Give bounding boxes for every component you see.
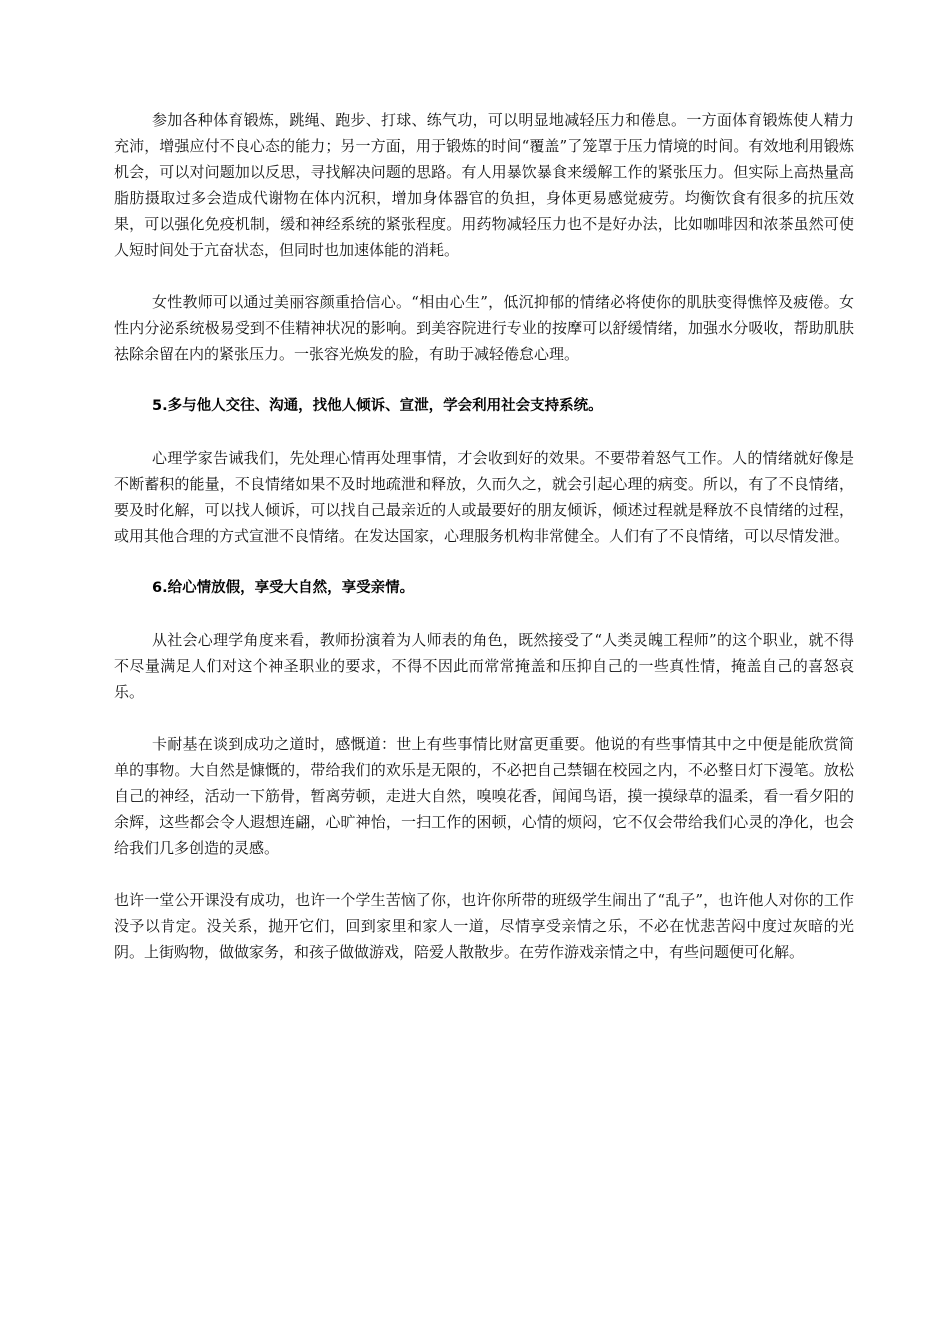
paragraph-spacer bbox=[114, 861, 854, 887]
paragraph-social-psychology: 从社会心理学角度来看，教师扮演着为人师表的角色，既然接受了“人类灵魄工程师”的这个职业，就不得不尽量满足人们对这个神圣职业的要求，不得不因此而常常掩盖和压抑自己的一些真性情，掩盖自己的喜怒哀乐。 bbox=[114, 631, 854, 701]
paragraph-spacer bbox=[114, 549, 854, 575]
paragraph-spacer bbox=[114, 705, 854, 731]
paragraph-exercise: 参加各种体育锻炼，跳绳、跑步、打球、练气功，可以明显地减轻压力和倦息。一方面体育锻炼使人精力充沛，增强应付不良心态的能力；另一方面，用于锻炼的时间“覆盖”了笼罩于压力情境的时间。有效地利用锻炼机会，可以对问题加以反思，寻找解决问题的思路。有人用暴饮暴食来缓解工作的紧张压力。但实际上高热量高脂肪摄取过多会造成代谢物在体内沉积，增加身体器官的负担，身体更易感觉疲劳。均衡饮食有很多的抗压效果，可以强化免疫机制，缓和神经系统的紧张程度。用药物减轻压力也不是好办法，比如咖啡因和浓茶虽然可使人短时间处于亢奋状态，但同时也加速体能的消耗。 bbox=[114, 111, 854, 259]
paragraph-beauty: 女性教师可以通过美丽容颜重拾信心。“相由心生”，低沉抑郁的情绪必将使你的肌肤变得憔悴及疲倦。女性内分泌系统极易受到不佳精神状况的影响。到美容院进行专业的按摩可以舒缓情绪，加强水分吸收，帮助肌肤祛除余留在内的紧张压力。一张容光焕发的脸，有助于减轻倦怠心理。 bbox=[114, 293, 854, 363]
paragraph-psychologist: 心理学家告诫我们，先处理心情再处理事情，才会收到好的效果。不要带着怒气工作。人的情绪就好像是不断蓄积的能量，不良情绪如果不及时地疏泄和释放，久而久之，就会引起心理的病变。所以，有了不良情绪，要及时化解，可以找人倾诉，可以找自己最亲近的人或最要好的朋友倾诉，倾述过程就是释放不良情绪的过程，或用其他合理的方式宣泄不良情绪。在发达国家，心理服务机构非常健全。人们有了不良情绪，可以尽情发泄。 bbox=[114, 449, 854, 545]
paragraph-carnegie: 卡耐基在谈到成功之道时，感慨道：世上有些事情比财富更重要。他说的有些事情其中之中便是能欣赏简单的事物。大自然是慷慨的，带给我们的欢乐是无限的，不必把自己禁锢在校园之内，不必整日灯下漫笔。放松自己的神经，活动一下筋骨，暂离劳顿，走进大自然，嗅嗅花香，闻闻鸟语，摸一摸绿草的温柔，看一看夕阳的余辉，这些都会令人遐想连翩，心旷神怡，一扫工作的困顿，心情的烦闷，它不仅会带给我们心灵的净化，也会给我们几多创造的灵感。 bbox=[114, 735, 854, 857]
paragraph-family: 也许一堂公开课没有成功，也许一个学生苦恼了你，也许你所带的班级学生闹出了“乱子”，也许他人对你的工作没予以肯定。没关系，抛开它们，回到家里和家人一道，尽情享受亲情之乐，不必在忧悲苦闷中度过灰暗的光阴。上街购物，做做家务，和孩子做做游戏，陪爱人散散步。在劳作游戏亲情之中，有些问题便可化解。 bbox=[114, 891, 854, 961]
paragraph-spacer bbox=[114, 263, 854, 289]
section-heading-5: 5.多与他人交往、沟通，找他人倾诉、宣泄，学会利用社会支持系统。 bbox=[152, 398, 603, 414]
paragraph-spacer bbox=[114, 367, 854, 393]
paragraph-spacer bbox=[114, 601, 854, 627]
paragraph-spacer bbox=[114, 419, 854, 445]
section-heading-6: 6.给心情放假，享受大自然，享受亲情。 bbox=[152, 580, 415, 596]
